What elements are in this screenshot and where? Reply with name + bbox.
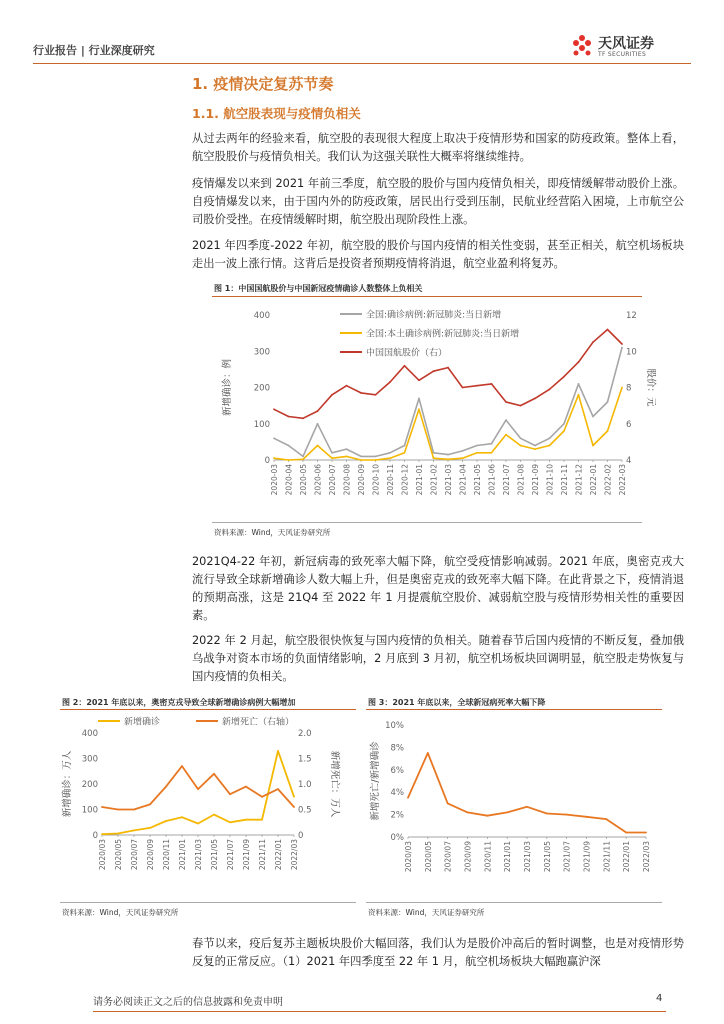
data-point [404, 365, 406, 367]
x-tick-label: 2021-03 [444, 464, 453, 496]
header-divider [33, 63, 691, 64]
x-tick-label: 2020/07 [130, 839, 139, 871]
data-point [375, 459, 377, 461]
data-point [433, 370, 435, 372]
data-point [346, 385, 348, 387]
x-tick-label: 2021/01 [503, 841, 513, 873]
y-tick-label: 4% [390, 788, 404, 799]
data-point [149, 827, 151, 829]
series-line-1 [408, 753, 646, 833]
data-point [418, 397, 420, 399]
x-tick-label: 2021-12 [574, 464, 584, 496]
x-tick-label: 2020-07 [328, 464, 337, 496]
data-point [181, 765, 183, 767]
y2-axis-title: 新增死亡：万人 [329, 750, 340, 818]
x-tick-label: 2021-05 [473, 464, 482, 496]
figure-2-title-rule [60, 709, 356, 710]
x-tick-label: 2020/11 [483, 841, 493, 873]
data-point [526, 806, 528, 808]
data-point [165, 786, 167, 788]
data-point [491, 383, 493, 385]
data-point [563, 376, 565, 378]
y-tick-label: 200 [253, 383, 270, 394]
x-tick-label: 2021-08 [516, 464, 526, 496]
data-point [534, 397, 536, 399]
y-tick-label: 0% [390, 833, 404, 843]
data-point [520, 445, 522, 447]
data-point [229, 821, 231, 823]
footer-disclaimer: 请务必阅读正文之后的信息披露和免责申明 [93, 997, 283, 1008]
data-point [273, 408, 275, 410]
data-point [549, 388, 551, 390]
y-axis-title: 新增确诊：万人 [62, 750, 73, 818]
figure-3-source: 资料来源：Wind，天风证券研究所 [368, 908, 485, 917]
figure-3-title: 图 3：2021 年底以来，全球新冠病死率大幅下降 [368, 698, 546, 707]
x-tick-label: 2020-08 [342, 464, 352, 496]
data-point [261, 796, 263, 798]
paragraph-4: 2021Q4-22 年初，新冠病毒的致死率大幅下降，航空受疫情影响减弱。2021 年底，奥密克戎大流行导致全球新增确诊人数大幅上升，但是奥密克戎的致死率大幅下降。在此背景之下，疫情消退的预期高涨，这是 21Q4 至 2022 年 1 月提震航空股价、减弱航空股与疫情形势相关性的重要因素。 [192, 555, 684, 622]
x-tick-label: 2020/05 [423, 841, 433, 873]
x-tick-label: 2020-09 [357, 464, 366, 496]
data-point [447, 803, 449, 805]
x-tick-label: 2022-01 [589, 464, 598, 496]
data-point [645, 832, 647, 834]
data-point [273, 437, 275, 439]
y-tick-label: 8% [390, 743, 404, 754]
data-point [245, 819, 247, 821]
legend-label: 新增确诊 [124, 717, 161, 728]
data-point [197, 788, 199, 790]
data-point [331, 457, 333, 459]
data-point [563, 423, 565, 425]
data-point [520, 405, 522, 407]
x-tick-label: 2021/01 [178, 839, 187, 871]
data-point [213, 814, 215, 816]
y-tick-label: 10% [385, 721, 404, 731]
report-category: 行业报告 | 行业深度研究 [33, 44, 155, 57]
figure-1-chart [212, 300, 656, 515]
data-point [534, 445, 536, 447]
x-tick-label: 2021/05 [210, 839, 219, 871]
x-tick-label: 2020/09 [146, 839, 155, 871]
data-point [245, 786, 247, 788]
y2-tick-label: 10 [626, 347, 637, 358]
data-point [476, 452, 478, 454]
x-tick-label: 2022/01 [622, 841, 632, 873]
x-tick-label: 2021-04 [458, 464, 468, 496]
data-point [331, 394, 333, 396]
data-point [277, 750, 279, 752]
data-point [447, 367, 449, 369]
y-tick-label: 400 [81, 729, 98, 739]
x-tick-label: 2020-03 [270, 464, 279, 496]
data-point [317, 445, 319, 447]
data-point [505, 401, 507, 403]
data-point [273, 457, 275, 459]
data-point [506, 811, 508, 813]
data-point [491, 452, 493, 454]
x-tick-label: 2021-01 [415, 464, 424, 496]
data-point [592, 341, 594, 343]
x-tick-label: 2020/11 [162, 839, 171, 871]
x-tick-label: 2020/05 [114, 839, 123, 871]
legend-label: 全国:确诊病例:新冠肺炎:当日新增 [366, 310, 502, 321]
y-tick-label: 100 [253, 419, 270, 430]
paragraph-1: 从过去两年的经验来看，航空股的表现很大程度上取决于疫情形势和国家的防疫政策。整体上看，航空股股价与疫情负相关。我们认为这强关联性大概率将继续维持。 [192, 132, 684, 163]
figure-3-source-rule [366, 902, 662, 903]
legend-label: 新增死亡（右轴） [222, 717, 295, 728]
data-point [462, 387, 464, 389]
data-point [101, 806, 103, 808]
y2-tick-label: 1.5 [298, 754, 312, 765]
data-point [592, 416, 594, 418]
y-tick-label: 0 [92, 831, 98, 841]
x-tick-label: 2021-06 [487, 464, 497, 496]
data-point [261, 819, 263, 821]
x-tick-label: 2020-05 [299, 464, 308, 496]
figure-1-source-rule [212, 522, 642, 523]
series-line-3 [274, 330, 622, 419]
x-tick-label: 2021/07 [226, 839, 235, 871]
data-point [486, 815, 488, 817]
data-point [404, 445, 406, 447]
y-tick-label: 2% [390, 810, 404, 821]
data-point [505, 434, 507, 436]
x-tick-label: 2021/09 [242, 839, 251, 871]
y-tick-label: 300 [81, 754, 98, 765]
figure-3-title-rule [366, 709, 662, 710]
data-point [621, 387, 623, 389]
subsection-heading: 1.1. 航空股表现与疫情负相关 [192, 106, 361, 121]
figure-2-source: 资料来源：Wind，天风证券研究所 [62, 908, 179, 917]
data-point [534, 448, 536, 450]
data-point [447, 458, 449, 460]
data-point [467, 811, 469, 813]
data-point [447, 454, 449, 456]
x-tick-label: 2020/03 [98, 839, 107, 871]
data-point [149, 804, 151, 806]
x-tick-label: 2022-02 [603, 464, 613, 496]
data-point [133, 830, 135, 832]
x-tick-label: 2020-10 [371, 464, 381, 496]
data-point [288, 416, 290, 418]
figure-1-title-rule [212, 296, 642, 297]
data-point [360, 392, 362, 394]
page-number: 4 [656, 993, 663, 1004]
data-point [563, 430, 565, 432]
y2-tick-label: 4 [626, 456, 632, 466]
data-point [476, 385, 478, 387]
x-tick-label: 2022/01 [274, 839, 283, 871]
data-point [404, 452, 406, 454]
data-point [607, 430, 609, 432]
y2-tick-label: 0.5 [298, 805, 312, 816]
x-tick-label: 2021/05 [542, 841, 552, 873]
x-tick-label: 2021/11 [602, 841, 612, 873]
data-point [375, 455, 377, 457]
data-point [505, 419, 507, 421]
data-point [389, 457, 391, 459]
y2-tick-label: 12 [626, 311, 637, 321]
x-tick-label: 2020/07 [443, 841, 453, 873]
x-tick-label: 2021-11 [560, 464, 569, 496]
figure-1-source: 资料来源：Wind，天风证券研究所 [214, 528, 331, 537]
data-point [491, 443, 493, 445]
data-point [433, 457, 435, 459]
x-tick-label: 2020/09 [463, 841, 473, 873]
data-point [181, 816, 183, 818]
data-point [302, 417, 304, 419]
x-tick-label: 2021/03 [194, 839, 203, 871]
y2-axis-title: 股价：元 [645, 368, 656, 407]
data-point [375, 394, 377, 396]
data-point [117, 833, 119, 835]
data-point [578, 394, 580, 396]
data-point [462, 457, 464, 459]
y-axis-title: 新增确诊：例 [222, 358, 233, 417]
figure-3-chart [366, 713, 662, 893]
data-point [360, 459, 362, 461]
x-tick-label: 2021/03 [523, 841, 532, 873]
data-point [586, 816, 588, 818]
x-tick-label: 2020-06 [313, 464, 323, 496]
figure-2-chart [60, 713, 356, 893]
figure-2-title: 图 2：2021 年底以来，奥密克戎导致全球新增确诊病例大幅增加 [62, 698, 296, 707]
data-point [293, 796, 295, 798]
y2-tick-label: 2.0 [298, 729, 312, 739]
x-tick-label: 2022/03 [642, 841, 651, 873]
y-tick-label: 300 [253, 347, 270, 358]
data-point [592, 445, 594, 447]
data-point [229, 793, 231, 795]
y-tick-label: 200 [81, 780, 98, 790]
data-point [621, 343, 623, 345]
figure-1-title: 图 1：中国国航股价与中国新冠疫情确诊人数整体上负相关 [214, 284, 423, 293]
section-heading: 1. 疫情决定复苏节奏 [192, 75, 334, 93]
x-tick-label: 2020-04 [284, 464, 294, 496]
y2-tick-label: 0 [298, 831, 304, 841]
x-tick-label: 2021-02 [429, 464, 439, 496]
y2-tick-label: 6 [626, 419, 632, 430]
data-point [607, 329, 609, 331]
x-tick-label: 2020-11 [386, 464, 395, 496]
legend-label: 全国:本土确诊病例:新冠肺炎:当日新增 [366, 329, 520, 340]
y-axis-title: 新增死亡/新增确诊 [370, 741, 381, 821]
x-tick-label: 2021/07 [562, 841, 572, 873]
data-point [476, 445, 478, 447]
x-tick-label: 2021-09 [531, 464, 540, 496]
data-point [578, 361, 580, 363]
data-point [427, 752, 429, 754]
data-point [566, 814, 568, 816]
data-point [418, 379, 420, 381]
data-point [288, 459, 290, 461]
data-point [133, 809, 135, 811]
x-tick-label: 2022/03 [290, 839, 299, 871]
footer-divider [93, 1011, 666, 1012]
paragraph-3: 2021 年四季度-2022 年初，航空股的股价与国内疫情的相关性变弱，甚至正相关，航空机场板块走出一波上涨行情。这背后是投资者预期疫情将消退，航空业盈利将复苏。 [192, 239, 684, 270]
x-tick-label: 2022-03 [618, 464, 627, 496]
y-tick-label: 400 [253, 311, 270, 321]
y-tick-label: 0 [264, 456, 270, 466]
y-tick-label: 6% [390, 765, 404, 776]
y-tick-label: 100 [81, 805, 98, 816]
x-tick-label: 2021-07 [502, 464, 511, 496]
x-tick-label: 2021/09 [582, 841, 592, 873]
data-point [418, 408, 420, 410]
data-point [605, 818, 607, 820]
x-tick-label: 2021-10 [545, 464, 555, 496]
y2-tick-label: 8 [626, 383, 632, 394]
data-point [578, 383, 580, 385]
data-point [360, 455, 362, 457]
paragraph-2: 疫情爆发以来到 2021 年前三季度，航空股的股价与国内疫情负相关，即疫情缓解带动股价上涨。自疫情爆发以来，由于国内外的防疫政策，居民出行受到压制，民航业经营陷入困境，上市航空公司股价受挫。在疫情缓解时期，航空股出现阶段性上涨。 [192, 177, 684, 226]
paragraph-5: 2022 年 2 月起，航空股很快恢复与国内疫情的负相关。随着春节后国内疫情的不断反复，叠加俄乌战争对资本市场的负面情绪影响，2 月底到 3 月初，航空机场板块回调明显，航空股走势恢复与国内疫情的负相关。 [192, 634, 684, 683]
data-point [293, 806, 295, 808]
data-point [625, 832, 627, 834]
data-point [101, 833, 103, 835]
y2-tick-label: 1.0 [298, 780, 312, 790]
data-point [317, 410, 319, 412]
data-point [520, 437, 522, 439]
data-point [317, 423, 319, 425]
data-point [213, 773, 215, 775]
data-point [549, 437, 551, 439]
data-point [117, 809, 119, 811]
x-tick-label: 2020/03 [404, 841, 413, 873]
data-point [277, 788, 279, 790]
data-point [407, 797, 409, 799]
x-tick-label: 2021/11 [258, 839, 267, 871]
data-point [346, 455, 348, 457]
figure-2-source-rule [60, 902, 356, 903]
data-point [302, 458, 304, 460]
data-point [346, 448, 348, 450]
data-point [197, 823, 199, 825]
data-point [331, 452, 333, 454]
data-point [165, 820, 167, 822]
data-point [462, 450, 464, 452]
data-point [288, 445, 290, 447]
data-point [389, 381, 391, 383]
data-point [621, 347, 623, 349]
logo-mark-icon [573, 35, 591, 56]
x-tick-label: 2020-12 [400, 464, 410, 496]
data-point [302, 455, 304, 457]
data-point [607, 401, 609, 403]
data-point [389, 452, 391, 454]
series-line-1 [102, 751, 294, 834]
paragraph-6: 春节以来，疫后复苏主题板块股价大幅回落，我们认为是股价冲高后的暂时调整，也是对疫情形势反复的正常反应。（1）2021 年四季度至 22 年 1 月，航空机场板块大幅跑赢沪深 [192, 937, 684, 968]
data-point [549, 445, 551, 447]
series-line-2 [274, 388, 622, 461]
data-point [546, 813, 548, 815]
legend-label: 中国国航股价（右） [366, 348, 448, 359]
logo-name-cn: 天风证券 [598, 36, 654, 52]
logo-name-en: TF SECURITIES [598, 51, 647, 58]
